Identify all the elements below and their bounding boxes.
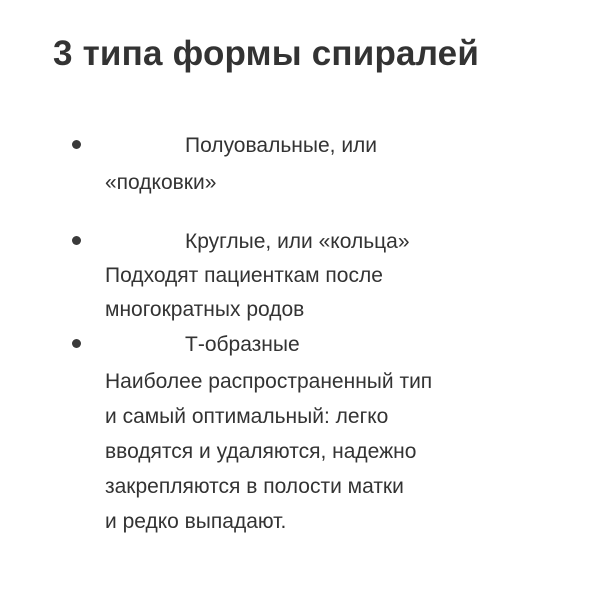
item-heading-line: Полуовальные, или (185, 134, 378, 157)
item-description-line: многократных родов (105, 298, 305, 321)
item-heading-line: «подковки» (105, 171, 217, 194)
bullet-dot (72, 236, 81, 245)
item-heading-line: Круглые, или «кольца» (185, 230, 410, 253)
item-description-line: и редко выпадают. (105, 510, 287, 533)
item-description-line: Наиболее распространенный тип (105, 370, 433, 393)
item-heading-line: Т-образные (185, 333, 300, 356)
page-title: 3 типа формы спиралей (53, 34, 480, 73)
bullet-dot (72, 140, 81, 149)
item-description-line: закрепляются в полости матки (105, 475, 404, 498)
item-description-line: вводятся и удаляются, надежно (105, 440, 417, 463)
item-description-line: Подходят пациенткам после (105, 264, 383, 287)
item-description-line: и самый оптимальный: легко (105, 405, 389, 428)
bullet-dot (72, 339, 81, 348)
